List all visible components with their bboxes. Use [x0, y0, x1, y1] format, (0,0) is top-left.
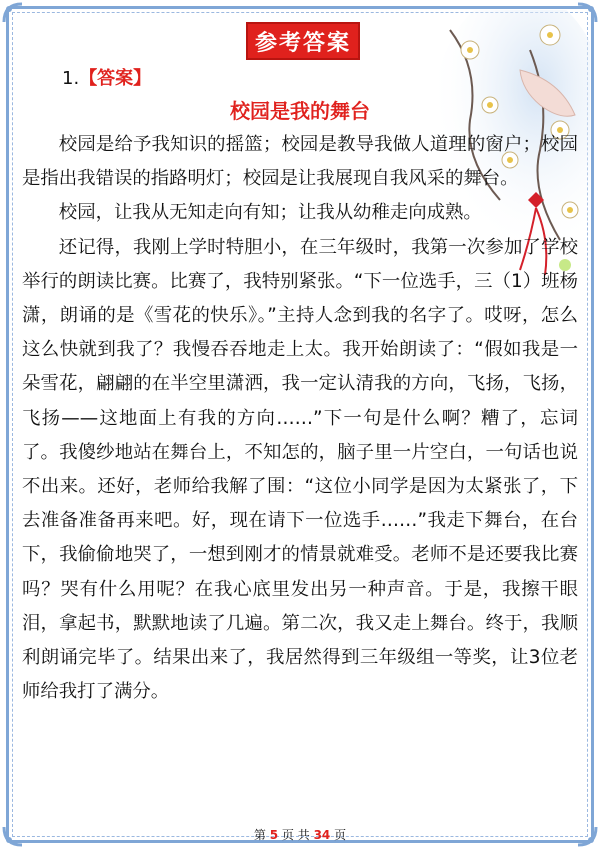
- essay-title: 校园是我的舞台: [230, 99, 370, 123]
- essay-body: [22, 128, 578, 709]
- footer-middle: 页 共: [281, 828, 310, 842]
- total-pages: 34: [313, 828, 331, 842]
- footer-prefix: 第: [253, 828, 266, 842]
- answer-tag: 【答案】: [79, 68, 152, 89]
- essay-paragraph: 校园，让我从无知走向有知；让我从幼稚走向成熟。: [58, 202, 482, 224]
- essay-paragraph: 还记得，我刚上学时特胆小，在三年级时，我第一次参加了学校举行的朗读比赛。比赛了，我特别紧张。“下一位选手，三（1）班杨潇，朗诵的是《雪花的快乐》。”主持人念到我的名字了。哎呀，怎么这么快就到我了？我慢吞吞地走上太。我开始朗读了：“假如我是一朵雪花，翩翩的在半空里潇洒，我一定认清我的方向，飞扬，飞扬，飞扬——这地面上有我的方向……”下一句是什么啊？糟了，忘词了。我傻纱地站在舞台上，不知怎的，脑子里一片空白，一句话也说不出来。还好，老师给我解了围：“这位小同学是因为太紧张了，下去准备准备再来吧。好，现在请下一位选手……”我走下舞台，在台下，我偷偷地哭了，一想到刚才的情景就难受。老师不是还要我比赛吗？哭有什么用呢？在我心底里发出另一种声音。于是，我擦干眼泪，拿起书，默默地读了几遍。第二次，我又走上舞台。终于，我顺利朗诵完毕了。结果出来了，我居然得到三年级组一等奖，让3位老师给我打了满分。: [22, 236, 578, 703]
- footer-suffix: 页: [334, 828, 347, 842]
- corner-ornament-icon: [2, 2, 24, 24]
- page-number: 5: [269, 828, 279, 842]
- essay-paragraph: 校园是给予我知识的摇篮；校园是教导我做人道理的窗户；校园是指出我错误的指路明灯；校园是让我展现自我风采的舞台。: [22, 134, 578, 190]
- question-number: [62, 64, 151, 90]
- question-number-label: 1.: [62, 68, 80, 89]
- page-footer: [0, 826, 600, 843]
- header-badge: 参考答案: [246, 22, 360, 60]
